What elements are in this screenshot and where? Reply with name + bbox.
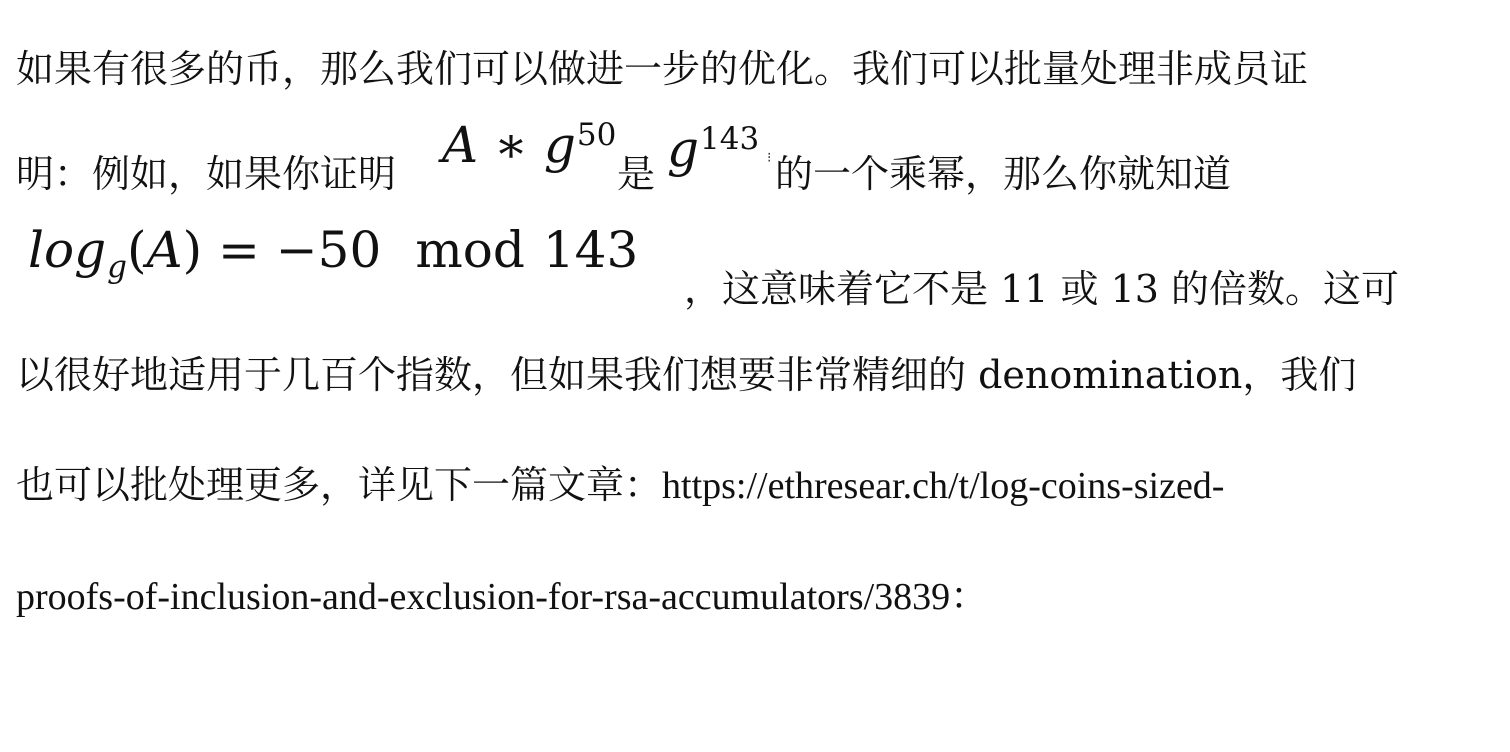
formula-a-times-g-50 <box>442 116 616 174</box>
text-line-1 <box>16 47 1309 91</box>
line-6-colon: ： <box>950 574 989 618</box>
formula3-a: A <box>146 221 183 279</box>
formula-g-143 <box>667 120 759 178</box>
text-line-3 <box>684 267 1400 311</box>
paragraph-text-line-1: 如果有很多的币，那么我们可以做进一步的优化。我们可以批量处理非成员证 <box>16 47 1309 91</box>
formula3-143: 143 <box>542 221 639 279</box>
paragraph-text-line-5: 也可以批处理更多，详见下一篇文章： <box>16 463 663 507</box>
formula-log <box>28 221 639 285</box>
text-line-4 <box>16 353 1357 397</box>
formula3-log: log <box>28 221 107 279</box>
paragraph-text-line-4: 以很好地适用于几百个指数，但如果我们想要非常精细的 denomination，我们 <box>16 353 1357 397</box>
formula-a: A <box>442 116 479 174</box>
formula3-equals-minus-50: = −50 <box>202 221 382 279</box>
formula2-exponent-143: 143 <box>700 120 760 157</box>
text-line-2-end <box>775 152 1232 196</box>
paragraph-text-line-2a: 明：例如，如果你证明 <box>16 152 397 196</box>
text-line-2-middle <box>617 152 656 196</box>
formula-g: g <box>543 116 576 174</box>
formula2-g: g <box>667 120 700 178</box>
paragraph-text-line-2c: 的一个乘幂，那么你就知道 <box>775 152 1232 196</box>
article-link-part-1[interactable]: https://ethresear.ch/t/log-coins-sized- <box>662 465 1225 507</box>
formula3-sub: g <box>107 248 127 285</box>
text-line-5 <box>16 463 1225 507</box>
text-line-2 <box>16 152 397 196</box>
formula-operator: ∗ <box>478 116 544 174</box>
inline-marker: ⁝ <box>767 150 772 166</box>
formula3-open-paren: ( <box>126 221 147 279</box>
paragraph-text-line-3: ，这意味着它不是 11 或 13 的倍数。这可 <box>684 267 1400 311</box>
article-link-part-2[interactable]: proofs-of-inclusion-and-exclusion-for-rsa-accumulators/3839 <box>16 576 951 618</box>
paragraph-text-line-2b: 是 <box>617 152 656 196</box>
formula3-mod: mod <box>415 221 525 279</box>
text-line-6 <box>16 574 989 618</box>
formula3-close-paren: ) <box>182 221 203 279</box>
formula-exponent-50: 50 <box>576 116 617 153</box>
